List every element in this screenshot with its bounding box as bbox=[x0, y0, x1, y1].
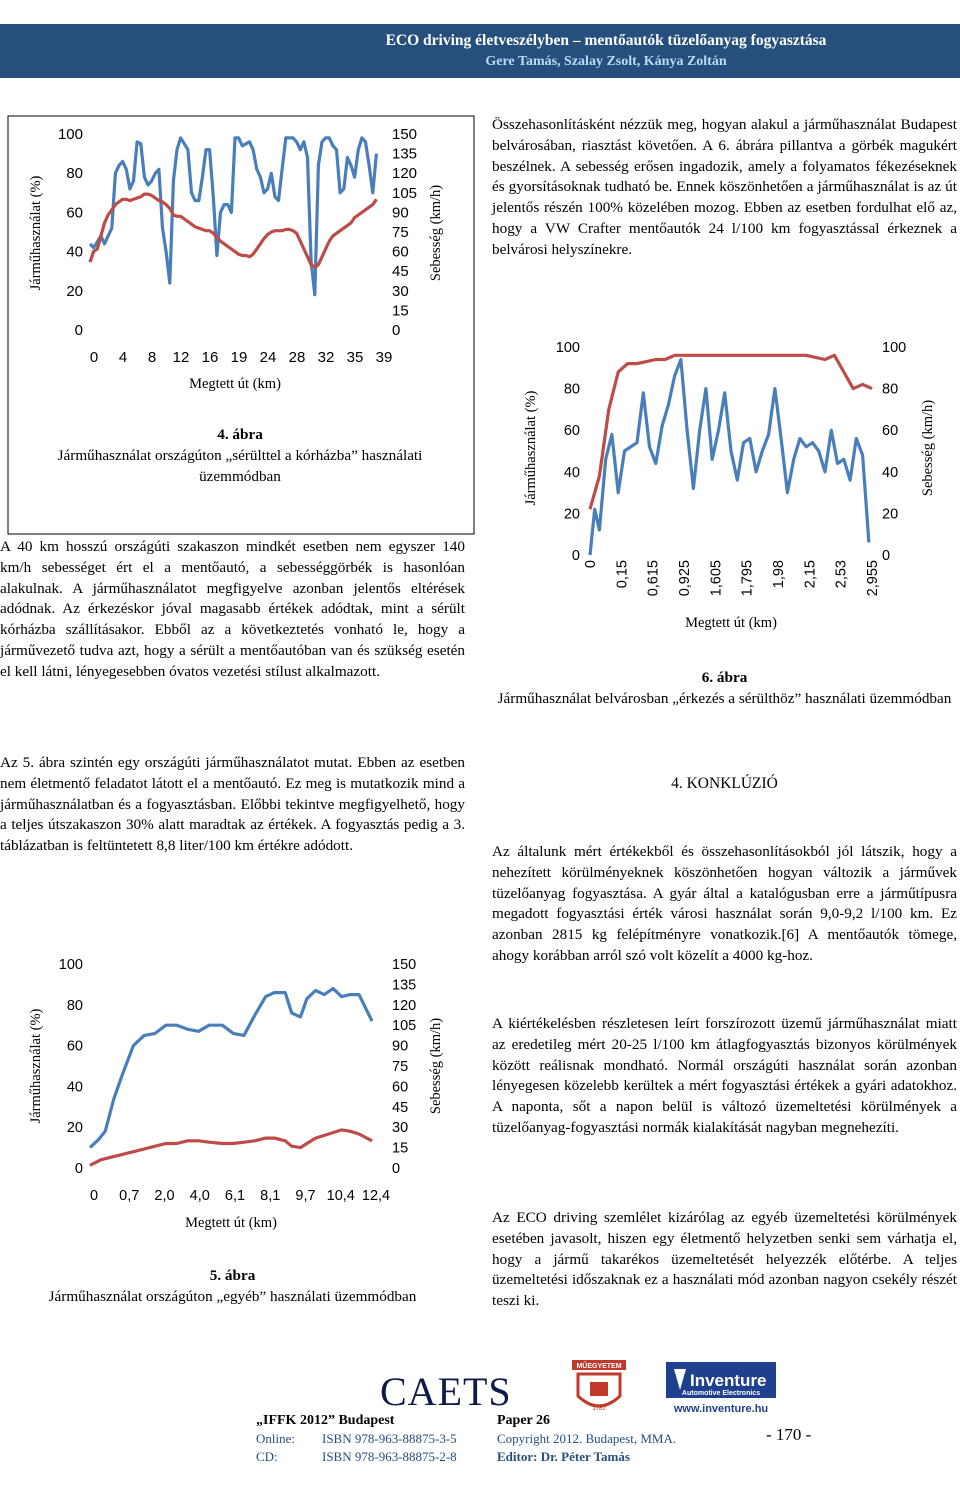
footer-online-label: Online: bbox=[256, 1431, 295, 1446]
y2-tick-label: 80 bbox=[882, 381, 899, 398]
footer-paper: Paper 26 bbox=[497, 1413, 551, 1428]
x-tick-label: 1,605 bbox=[708, 560, 725, 597]
fig4-caption-text: Járműhasználat országúton „sérülttel a kórházba” használati üzemmódban bbox=[57, 446, 423, 485]
footer-conference: „IFFK 2012” Budapest bbox=[256, 1413, 395, 1428]
x-tick-label: 1,98 bbox=[771, 560, 787, 589]
x-tick-label: 0,15 bbox=[614, 560, 631, 589]
series-line-2 bbox=[590, 360, 869, 556]
y-tick-label: 100 bbox=[57, 126, 83, 143]
caets-logo: CAETS bbox=[380, 1369, 512, 1414]
x-tick-label: 0 bbox=[583, 560, 599, 569]
section-heading-conclusion: 4. KONKLÚZIÓ bbox=[671, 775, 778, 792]
y-tick-label: 60 bbox=[66, 1038, 83, 1055]
y2-axis-title: Sebesség (km/h) bbox=[920, 399, 936, 497]
y2-tick-label: 60 bbox=[392, 243, 409, 261]
x-tick-label: 8,1 bbox=[260, 1188, 281, 1204]
y2-tick-label: 120 bbox=[392, 997, 417, 1014]
y-axis-title: Járműhasználat (%) bbox=[523, 390, 539, 506]
fig4-number: 4. ábra bbox=[217, 426, 263, 443]
series-line-2 bbox=[90, 1130, 372, 1165]
x-tick-label: 0,7 bbox=[119, 1188, 140, 1204]
x-tick-label: 2,53 bbox=[833, 560, 850, 589]
x-axis-title: Megtett út (km) bbox=[189, 376, 281, 392]
x-axis-title: Megtett út (km) bbox=[185, 1215, 277, 1231]
caption-fig4 bbox=[20, 425, 460, 487]
x-tick-label: 2,15 bbox=[802, 560, 819, 589]
footer-editor: Editor: Dr. Péter Tamás bbox=[497, 1449, 630, 1464]
y2-tick-label: 0 bbox=[392, 322, 401, 339]
y-tick-label: 0 bbox=[74, 322, 83, 339]
y-axis-title: Járműhasználat (%) bbox=[28, 1008, 44, 1124]
left-para-2: Az 5. ábra szintén egy országúti járműhasználatot mutat. Ebben az esetben nem életmentő feladatot látott el a mentőautó. Ez meg is mutatkozik mind a járműhasználatban és a fogyasztásban. Előbbi tekintve megfigyelhető, hogy a teljes útszakaszon 30% alatt maradtak az értékek. A fogyasztás pedig a 3. táblázatban is feltüntetett 8,8 liter/100 km értékre adódott. bbox=[0, 754, 465, 855]
header-title: ECO driving életveszélyben – mentőautók tüzelőanyag fogyasztása bbox=[385, 32, 827, 49]
y-tick-label: 100 bbox=[555, 340, 580, 356]
y-tick-label: 80 bbox=[563, 381, 580, 398]
x-tick-label: 24 bbox=[259, 349, 277, 366]
inventure-logo-text: Inventure bbox=[690, 1371, 767, 1390]
x-tick-label: 32 bbox=[317, 349, 335, 366]
footer-online-isbn: ISBN 978-963-88875-3-5 bbox=[322, 1431, 457, 1446]
x-tick-label: 39 bbox=[375, 349, 393, 366]
right-para-4: Az ECO driving szemlélet kizárólag az egyéb üzemeltetési körülmények esetében javasolt, hiszen egy életmentő helyzetben senki sem várhatja el, hogy a jármű takarékos üzemeltetését helyezzék előtérbe. A teljes üzemeltetési időszaknak ez a használati mód azonban nagyon csekély részét teszi ki. bbox=[492, 1209, 957, 1310]
left-para-1: A 40 km hosszú országúti szakaszon mindkét esetben nem egyszer 140 km/h sebességet ért el a mentőautó, a sebességgörbék is hasonlóan alakulnak. A járműhasználatot megfigyelve azonban jelentős eltérések adódnak. Az érkezéskor jóval magasabb értékek adódtak, mint a sérült kórházba szállításakor. Ebből az a következtetés vonható le, hogy a járművezető tudva azt, hogy a sérült a mentőautóban van és szükség esetén el kell látni, lényegesebben óvatos vezetési stílust alkalmazott. bbox=[0, 538, 465, 680]
y2-tick-label: 90 bbox=[392, 1038, 409, 1055]
univ-logo-line1: MŰEGYETEM bbox=[576, 1363, 622, 1370]
footer-cd-isbn: ISBN 978-963-88875-2-8 bbox=[322, 1449, 457, 1464]
y2-tick-label: 75 bbox=[392, 1059, 409, 1075]
y2-tick-label: 150 bbox=[392, 126, 418, 143]
y-tick-label: 40 bbox=[66, 1079, 83, 1096]
fig5-caption-text: Járműhasználat országúton „egyéb” használati üzemmódban bbox=[48, 1287, 417, 1305]
x-tick-label: 4 bbox=[118, 349, 128, 366]
header-band bbox=[0, 24, 960, 78]
y2-tick-label: 105 bbox=[392, 184, 418, 202]
x-tick-label: 9,7 bbox=[295, 1188, 316, 1204]
series-line-1 bbox=[90, 989, 372, 1148]
x-tick-label: 0,925 bbox=[677, 560, 693, 597]
y2-axis-title: Sebesség (km/h) bbox=[428, 184, 444, 282]
y2-tick-label: 40 bbox=[882, 464, 899, 481]
x-tick-label: 12,4 bbox=[361, 1188, 391, 1204]
inventure-logo-sub: Automotive Electronics bbox=[681, 1390, 761, 1397]
x-tick-label: 10,4 bbox=[326, 1188, 355, 1204]
y-axis-title: Járműhasználat (%) bbox=[28, 175, 44, 291]
y-tick-label: 40 bbox=[66, 243, 83, 261]
y-tick-label: 60 bbox=[563, 423, 580, 440]
y-tick-label: 100 bbox=[58, 957, 83, 973]
y2-tick-label: 15 bbox=[392, 1140, 409, 1157]
y2-tick-label: 0 bbox=[392, 1161, 401, 1177]
y2-tick-label: 135 bbox=[392, 145, 418, 163]
x-tick-label: 28 bbox=[288, 349, 306, 366]
y-tick-label: 80 bbox=[66, 165, 83, 183]
y2-tick-label: 75 bbox=[392, 224, 409, 241]
inventure-url: www.inventure.hu bbox=[673, 1403, 769, 1415]
y2-tick-label: 20 bbox=[882, 506, 899, 523]
x-tick-label: 12 bbox=[172, 349, 190, 366]
y2-tick-label: 90 bbox=[392, 204, 409, 222]
footer-copyright: Copyright 2012. Budapest, MMA. bbox=[497, 1431, 677, 1446]
x-tick-label: 0,615 bbox=[645, 560, 662, 597]
y-tick-label: 0 bbox=[74, 1161, 83, 1177]
y2-tick-label: 105 bbox=[392, 1018, 417, 1035]
x-tick-label: 2,0 bbox=[154, 1188, 175, 1204]
y-tick-label: 20 bbox=[563, 506, 580, 523]
right-para-2: Az általunk mért értékekből és összehasonlításokból jól látszik, hogy a nehezített körülményeknek köszönhetően hogyan változik a járművek tüzelőanyag fogyasztása. A gyár által a katalógusban erre a járműtípusra megadott fogyasztási érték városi használat során 9,0-9,2 l/100 km. Ez azonban 2815 kg felépítményre vonatkozik.[6] A mentőautók tömege, ahogy korábban arról szó volt közelít a 4000 kg-hoz. bbox=[492, 843, 957, 964]
y-tick-label: 60 bbox=[66, 204, 83, 222]
x-tick-label: 16 bbox=[201, 349, 219, 366]
y2-tick-label: 60 bbox=[882, 423, 899, 440]
y-tick-label: 40 bbox=[563, 464, 580, 481]
page-number: - 170 - bbox=[766, 1425, 812, 1444]
fig5-number: 5. ábra bbox=[209, 1267, 256, 1284]
y2-tick-label: 30 bbox=[392, 282, 409, 300]
caption-fig5 bbox=[0, 1266, 465, 1308]
y-tick-label: 0 bbox=[571, 548, 580, 564]
series-line-2 bbox=[90, 194, 376, 267]
y2-axis-title: Sebesség (km/h) bbox=[428, 1017, 444, 1115]
x-tick-label: 0 bbox=[89, 1188, 99, 1204]
fig6-caption-text: Járműhasználat belvárosban „érkezés a sérülthöz” használati üzemmódban bbox=[497, 689, 952, 707]
y2-tick-label: 45 bbox=[392, 1099, 409, 1116]
inventure-logo bbox=[666, 1362, 776, 1418]
y2-tick-label: 45 bbox=[392, 263, 409, 281]
y2-tick-label: 0 bbox=[882, 548, 891, 564]
y2-tick-label: 100 bbox=[882, 340, 907, 356]
y-tick-label: 20 bbox=[66, 282, 83, 300]
y2-tick-label: 60 bbox=[392, 1079, 409, 1096]
x-tick-label: 19 bbox=[230, 349, 248, 366]
x-tick-label: 35 bbox=[346, 349, 364, 366]
x-tick-label: 8 bbox=[147, 349, 157, 366]
right-para-1: Összehasonlításként nézzük meg, hogyan alakul a járműhasználat Budapest belvárosában, riasztást követően. A 6. ábrára pillantva a görbék magukért beszélnek. A sebesség erősen ingadozik, amely a folyamatos fékezéseknek és gyorsításoknak tudható be. Ennek köszönhetően a járműhasználat is az út jelentős részén 100% közelében mozog. Ebben az esetben fordulhat elő az, hogy a VW Crafter mentőautók 24 l/100 km fogyasztással érkeznek a belvárosi helyszínekre. bbox=[492, 116, 957, 258]
x-tick-label: 6,1 bbox=[224, 1188, 246, 1204]
right-para-3: A kiértékelésben részletesen leírt forszírozott üzemű járműhasználat miatt az eredetileg mért 20-25 l/100 km átlagfogyasztás bizonyos körülmények között reálisnak mondható. Normál országúti használat során azonban lényegesen közelebb kerültek a mért fogyasztási értékek a gyári adatokhoz. A naponta, sőt a napon belül is változó üzemeltetési körülmények a tüzelőanyag-fogyasztási normák kialakítását nagyban megnehezíti. bbox=[492, 1015, 957, 1136]
x-tick-label: 0 bbox=[89, 349, 99, 366]
footer-cd-label: CD: bbox=[256, 1449, 278, 1464]
x-tick-label: 1,795 bbox=[739, 560, 756, 597]
x-tick-label: 2,955 bbox=[865, 560, 881, 597]
fig6-number: 6. ábra bbox=[701, 669, 748, 686]
y2-tick-label: 15 bbox=[392, 302, 409, 320]
y-tick-label: 20 bbox=[66, 1120, 83, 1137]
y2-tick-label: 135 bbox=[392, 977, 417, 994]
series-line-1 bbox=[590, 355, 872, 509]
x-axis-title: Megtett út (km) bbox=[685, 615, 777, 631]
univ-logo-line2: 1782 bbox=[592, 1406, 606, 1412]
y-tick-label: 80 bbox=[66, 997, 83, 1014]
header-authors: Gere Tamás, Szalay Zsolt, Kánya Zoltán bbox=[485, 54, 727, 69]
caption-fig6 bbox=[492, 668, 957, 710]
y2-tick-label: 150 bbox=[392, 957, 417, 973]
y2-tick-label: 120 bbox=[392, 165, 418, 183]
university-logo bbox=[570, 1360, 628, 1418]
x-tick-label: 4,0 bbox=[189, 1188, 210, 1204]
series-line-1 bbox=[90, 138, 376, 295]
y2-tick-label: 30 bbox=[392, 1120, 409, 1137]
